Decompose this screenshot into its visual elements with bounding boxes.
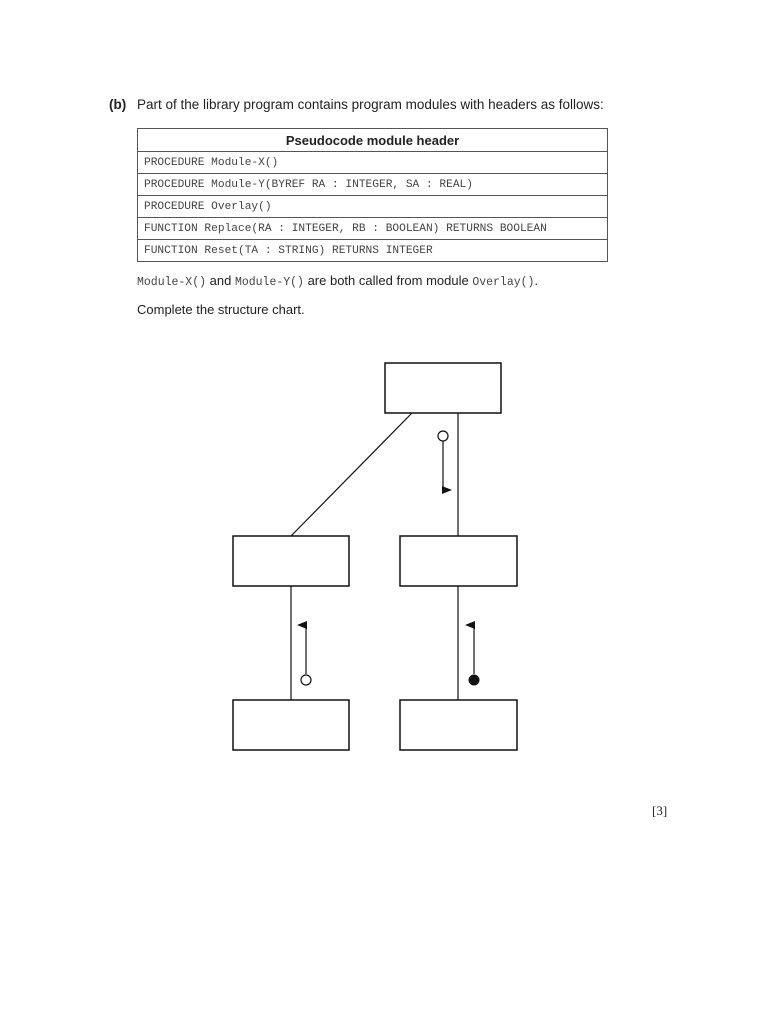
data-couple-open-circle-icon (438, 431, 448, 441)
statement-text: are both called from module (303, 273, 473, 288)
module-box-bottom-right (400, 700, 517, 750)
table-row: FUNCTION Replace(RA : INTEGER, RB : BOOLEAN) RETURNS BOOLEAN (138, 218, 608, 240)
question-intro: Part of the library program contains program modules with headers as follows: (137, 97, 604, 112)
table-header: Pseudocode module header (138, 129, 608, 152)
code-module-x: Module-X() (137, 276, 207, 289)
instruction: Complete the structure chart. (137, 302, 305, 317)
table-row: PROCEDURE Overlay() (138, 196, 608, 218)
data-couple-open-circle-icon (301, 675, 311, 685)
connector-top-left (291, 413, 412, 536)
table-row: PROCEDURE Module-Y(BYREF RA : INTEGER, SA : REAL) (138, 174, 608, 196)
question-label: (b) (109, 97, 127, 112)
flag-filled-circle-icon (469, 675, 480, 686)
table-row: FUNCTION Reset(TA : STRING) RETURNS INTEGER (138, 240, 608, 262)
statement-text: and (206, 273, 235, 288)
code-module-y: Module-Y() (234, 276, 304, 289)
module-box-top (385, 363, 501, 413)
module-box-bottom-left (233, 700, 349, 750)
statement-text: . (534, 273, 539, 288)
module-box-mid-left (233, 536, 349, 586)
module-box-mid-right (400, 536, 517, 586)
code-overlay: Overlay() (472, 276, 535, 289)
table-row: PROCEDURE Module-X() (138, 152, 608, 174)
marks: [3] (652, 803, 668, 818)
